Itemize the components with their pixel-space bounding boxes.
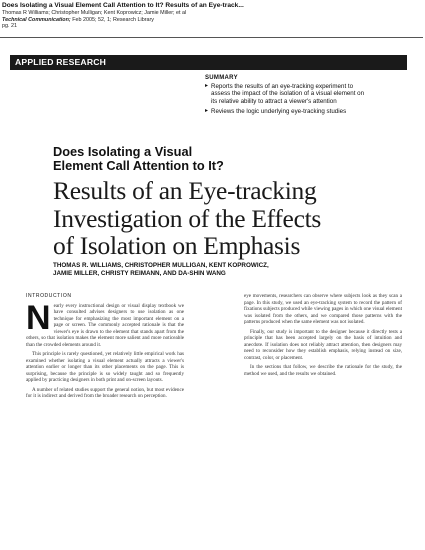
summary-item-text: Reports the results of an eye-tracking experiment to assess the impact of the isolation of a visual element on its relative ability to attract a viewer's attention [211, 83, 365, 105]
document-header-title: Does Isolating a Visual Element Call Attention to It? Results of an Eye-track... [2, 2, 244, 9]
bullet-icon: ▸ [205, 107, 209, 114]
citation-journal: Technical Communication; [2, 16, 71, 23]
article-authors [53, 262, 269, 278]
drop-cap: N [26, 298, 51, 337]
header-divider [0, 37, 423, 38]
article-question [53, 145, 224, 173]
body-column-right [244, 293, 402, 380]
document-header-page: pg. 21 [2, 23, 17, 29]
summary-list [205, 83, 365, 115]
body-column-left [26, 293, 184, 403]
section-banner [10, 55, 407, 70]
document-header [2, 2, 423, 30]
title-line: Investigation of the Effects [53, 203, 322, 233]
body-paragraph: early every instructional design or visual display textbook we have consulted advises designers to use isolation as one technique for emphasizing the most important element on a page or screen. The commonly accepted rationale is that the viewer's eye is drawn to the element that stands apart from the others, so that isolation makes the element more salient and more noticeable than the crowded elements around it. [26, 302, 184, 348]
section-label: APPLIED RESEARCH [15, 57, 107, 67]
summary-item [205, 108, 365, 115]
summary-item [205, 83, 365, 105]
authors-line: THOMAS R. WILLIAMS, CHRISTOPHER MULLIGAN, KENT KOPROWICZ, [53, 262, 269, 269]
body-paragraph: eye movements, researchers can observe where subjects look as they scan a page. In this study, we used an eye-tracking system to record the pattern of fixations subjects produced while viewing pages in which one visual element was isolated from the others, and we compared those patterns with the patterns produced when the same element was not isolated. [244, 293, 402, 325]
body-paragraph: Finally, our study is important to the designer because it directly tests a principle that has been accepted largely on the basis of intuition and anecdote. If isolation does not reliably attract attention, then designers may need to reconsider how they establish emphasis, relying instead on size, contrast, color, or placement. [244, 328, 402, 361]
question-line: Element Call Attention to It? [53, 158, 224, 173]
citation-details: Feb 2005; 52, 1; Research Library [70, 16, 155, 23]
title-line: of Isolation on Emphasis [53, 231, 301, 260]
section-heading: INTRODUCTION [26, 293, 72, 299]
bullet-icon: ▸ [205, 83, 209, 90]
question-line: Does Isolating a Visual [53, 144, 193, 159]
summary-heading: SUMMARY [205, 75, 238, 81]
body-paragraph: A number of related studies support the general notion, but most evidence for it is indirect and derived from the broader research on perception. [26, 386, 184, 399]
summary-item-text: Reviews the logic underlying eye-tracking studies [211, 107, 347, 115]
body-paragraph: This principle is rarely questioned, yet relatively little empirical work has examined whether isolating a visual element actually attracts a viewer's attention earlier or longer than its other placements on the page. This is surprising, because the principle is so widely taught and so frequently applied by practicing designers in both print and on-screen layouts. [26, 351, 184, 383]
summary-box [205, 75, 365, 118]
authors-line: JAMIE MILLER, CHRISTY REIMANN, AND DA-SHIN WANG [53, 270, 226, 277]
document-header-authors: Thomas R Williams; Christopher Mulligan; Kent Koprowicz; Jamie Miller; et al [2, 10, 187, 16]
body-paragraph: In the sections that follow, we describe the rationale for the study, the method we used, and the results we obtained. [244, 364, 402, 377]
article-title [53, 177, 321, 260]
title-line: Results of an Eye-tracking [53, 176, 317, 205]
